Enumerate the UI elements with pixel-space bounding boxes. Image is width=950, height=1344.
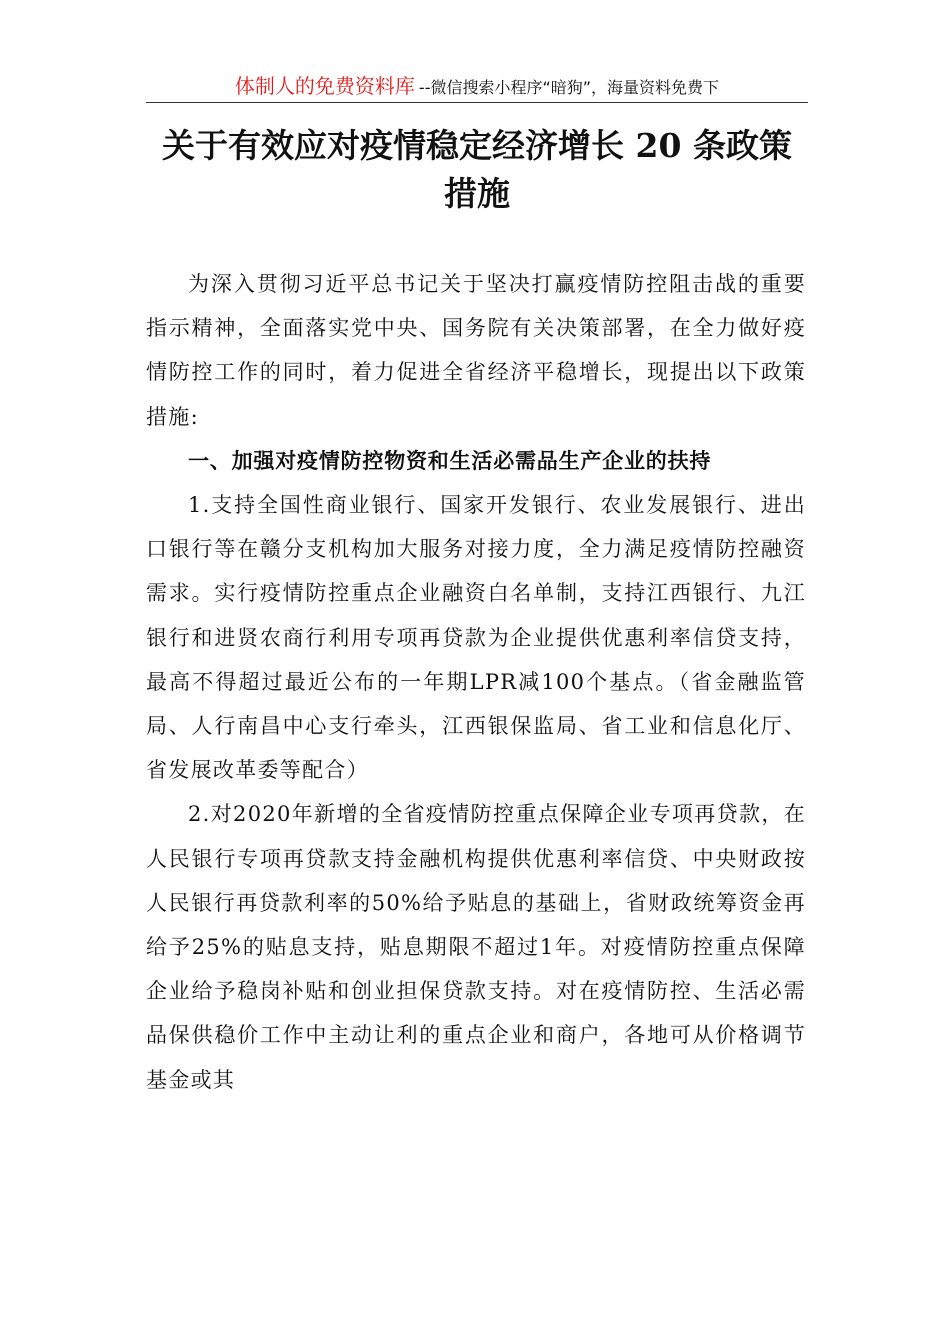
document-title-line-2: 措施	[444, 174, 510, 213]
document-title-line-1: 关于有效应对疫情稳定经济增长 20 条政策	[162, 126, 792, 165]
intro-paragraph: 为深入贯彻习近平总书记关于坚决打赢疫情防控阻击战的重要指示精神，全面落实党中央、国务院有关决策部署，在全力做好疫情防控工作的同时，着力促进全省经济平稳增长，现提出以下政策措施:	[146, 272, 806, 429]
header-brand: 体制人的免费资料库	[234, 74, 415, 98]
page-header	[146, 72, 808, 103]
document-title	[146, 122, 808, 218]
header-note: --微信搜索小程序“暗狗”，海量资料免费下	[418, 78, 720, 97]
section-heading: 一、加强对疫情防控物资和生活必需品生产企业的扶持	[188, 448, 712, 473]
policy-item-2: 2.对2020年新增的全省疫情防控重点保障企业专项再贷款，在人民银行专项再贷款支持金融机构提供优惠利率信贷、中央财政按人民银行再贷款利率的50%给予贴息的基础上，省财政统筹资金再给予25%的贴息支持，贴息期限不超过1年。对疫情防控重点保障企业给予稳岗补贴和创业担保贷款支持。对在疫情防控、生活必需品保供稳价工作中主动让利的重点企业和商户，各地可从价格调节基金或其	[146, 802, 806, 1092]
document-body	[146, 262, 806, 1102]
policy-item-1: 1.支持全国性商业银行、国家开发银行、农业发展银行、进出口银行等在赣分支机构加大服务对接力度，全力满足疫情防控融资需求。实行疫情防控重点企业融资白名单制，支持江西银行、九江银行和进贤农商行利用专项再贷款为企业提供优惠利率信贷支持，最高不得超过最近公布的一年期LPR减100个基点。（省金融监管局、人行南昌中心支行牵头，江西银保监局、省工业和信息化厅、省发展改革委等配合）	[146, 493, 806, 783]
